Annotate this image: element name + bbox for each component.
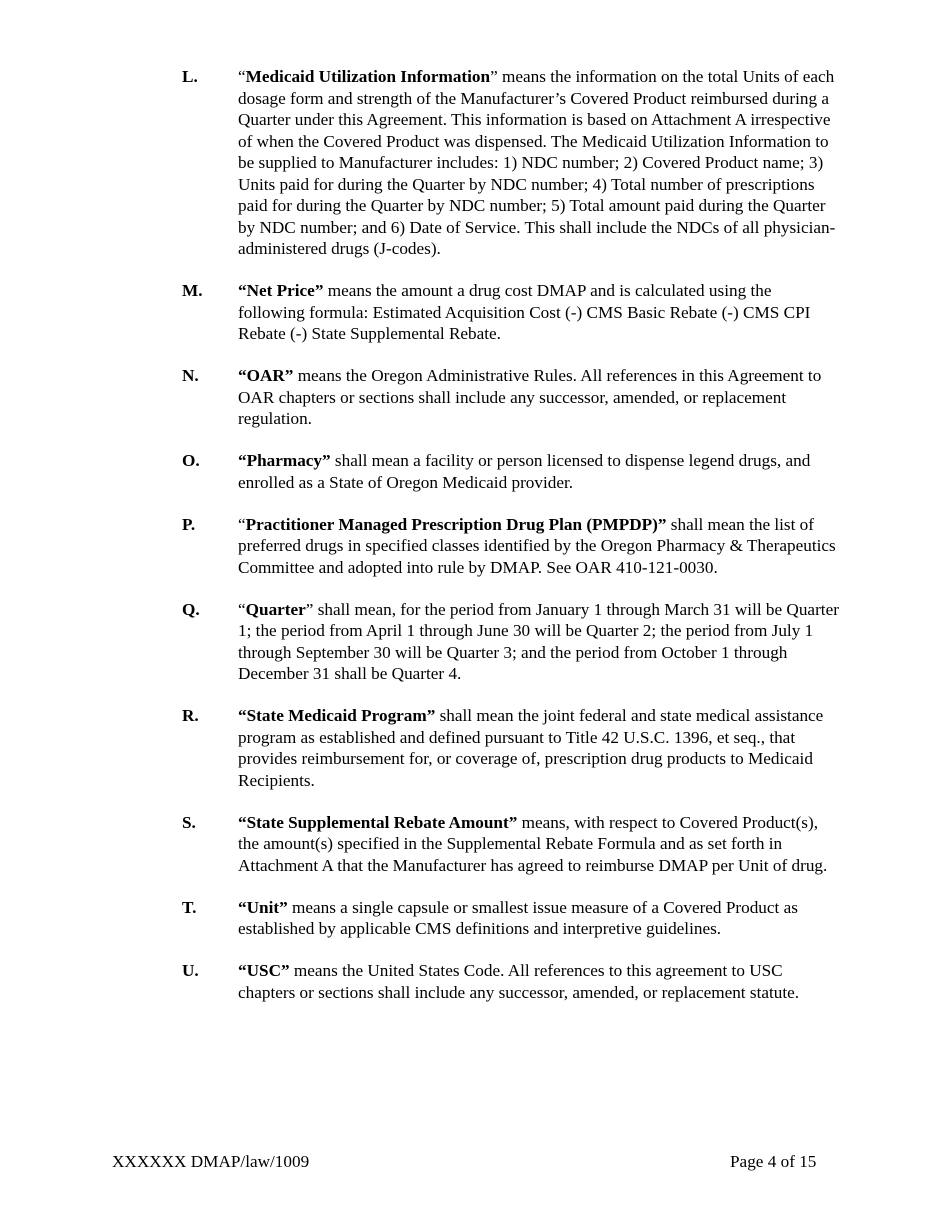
definition-text: shall mean the list of preferred drugs in specified classes identified by the Oregon Pharmacy & Therapeutics Committee and adopted into rule by DMAP. See OAR 410-121-0030. [238, 514, 836, 577]
definition-R [182, 705, 842, 791]
definition-letter: T. [182, 897, 197, 917]
definition-letter: P. [182, 514, 196, 534]
definition-P [182, 514, 842, 579]
definition-body [238, 514, 842, 579]
definition-term: “Unit” [238, 897, 288, 917]
definition-T [182, 897, 842, 940]
definition-term: “USC” [238, 961, 290, 980]
definition-term: Medicaid Utilization Information [245, 67, 491, 86]
close-quote: ” [305, 599, 314, 619]
definition-term: “Pharmacy” [238, 451, 331, 470]
definition-body [238, 812, 842, 877]
definition-body [238, 705, 842, 791]
definition-text: means the United States Code. All references to this agreement to USC chapters or sections shall include any successor, amended, or replacement statute. [238, 961, 800, 1002]
definition-body [238, 599, 842, 685]
definition-term: “State Supplemental Rebate Amount” [238, 812, 518, 832]
definition-letter: R. [182, 706, 199, 725]
definition-letter: L. [182, 67, 198, 86]
definition-text: shall mean, for the period from January 1 through March 31 will be Quarter 1; the period from April 1 through June 30 will be Quarter 2; the period from July 1 through September 30 will be Quarter 3; and the period from October 1 through December 31 shall be Quarter 4. [238, 599, 839, 683]
definition-term: “OAR” [238, 366, 294, 385]
definition-L [182, 66, 842, 260]
definition-N [182, 365, 842, 430]
open-quote: “ [238, 514, 246, 534]
definition-text: means the amount a drug cost DMAP and is calculated using the following formula: Estimated Acquisition Cost (-) CMS Basic Rebate (-) CMS CPI Rebate (-) State Supplemental Rebate. [238, 281, 811, 343]
definition-letter: N. [182, 366, 199, 385]
definition-body [238, 66, 842, 260]
definition-text: shall mean a facility or person licensed to dispense legend drugs, and enrolled as a State of Oregon Medicaid provider. [238, 451, 811, 492]
definition-body [238, 897, 842, 940]
footer-document-id: XXXXXX DMAP/law/1009 [112, 1152, 310, 1171]
definition-text: means a single capsule or smallest issue measure of a Covered Product as established by applicable CMS definitions and interpretive guidelines. [238, 897, 798, 938]
definition-letter: S. [182, 812, 196, 832]
definition-letter: Q. [182, 599, 200, 619]
definition-letter: U. [182, 961, 199, 980]
definition-term: Practitioner Managed Prescription Drug Plan (PMPDP)” [245, 514, 667, 534]
definition-body [238, 365, 842, 430]
definition-body [238, 280, 842, 345]
definition-term: “State Medicaid Program” [238, 706, 436, 725]
definition-body [238, 450, 842, 493]
definition-O [182, 450, 842, 493]
close-quote: ” [490, 67, 498, 86]
definition-letter: M. [182, 281, 203, 300]
definition-text: means the Oregon Administrative Rules. All references in this Agreement to OAR chapters or sections shall include any successor, amended, or replacement regulation. [238, 366, 822, 428]
definition-term: “Net Price” [238, 281, 324, 300]
definition-term: Quarter [245, 599, 306, 619]
definitions-list [182, 66, 842, 1024]
definition-text: means the information on the total Units of each dosage form and strength of the Manufacturer’s Covered Product reimbursed during a Quarter under this Agreement. This information is based on Attachment A irrespective of when the Covered Product was dispensed. The Medicaid Utilization Information to be supplied to Manufacturer includes: 1) NDC number; 2) Covered Product name; 3) Units paid for during the Quarter by NDC number; 4) Total number of prescriptions paid for during the Quarter by NDC number; 5) Total amount paid during the Quarter by NDC number; and 6) Date of Service. This shall include the NDCs of all physician-administered drugs (J-codes). [238, 67, 836, 258]
definition-text: means, with respect to Covered Product(s), the amount(s) specified in the Supplemental Rebate Formula and as set forth in Attachment A that the Manufacturer has agreed to reimburse DMAP per Unit of drug. [238, 812, 828, 875]
definition-text: shall mean the joint federal and state medical assistance program as established and defined pursuant to Title 42 U.S.C. 1396, et seq., that provides reimbursement for, or coverage of, prescription drug products to Medicaid Recipients. [238, 706, 824, 790]
footer-page-number: Page 4 of 15 [730, 1152, 817, 1171]
open-quote: “ [238, 67, 246, 86]
definition-letter: O. [182, 451, 200, 470]
open-quote: “ [238, 599, 246, 619]
definition-body [238, 960, 842, 1003]
definition-M [182, 280, 842, 345]
definition-S [182, 812, 842, 877]
definition-Q [182, 599, 842, 685]
definition-U [182, 960, 842, 1003]
